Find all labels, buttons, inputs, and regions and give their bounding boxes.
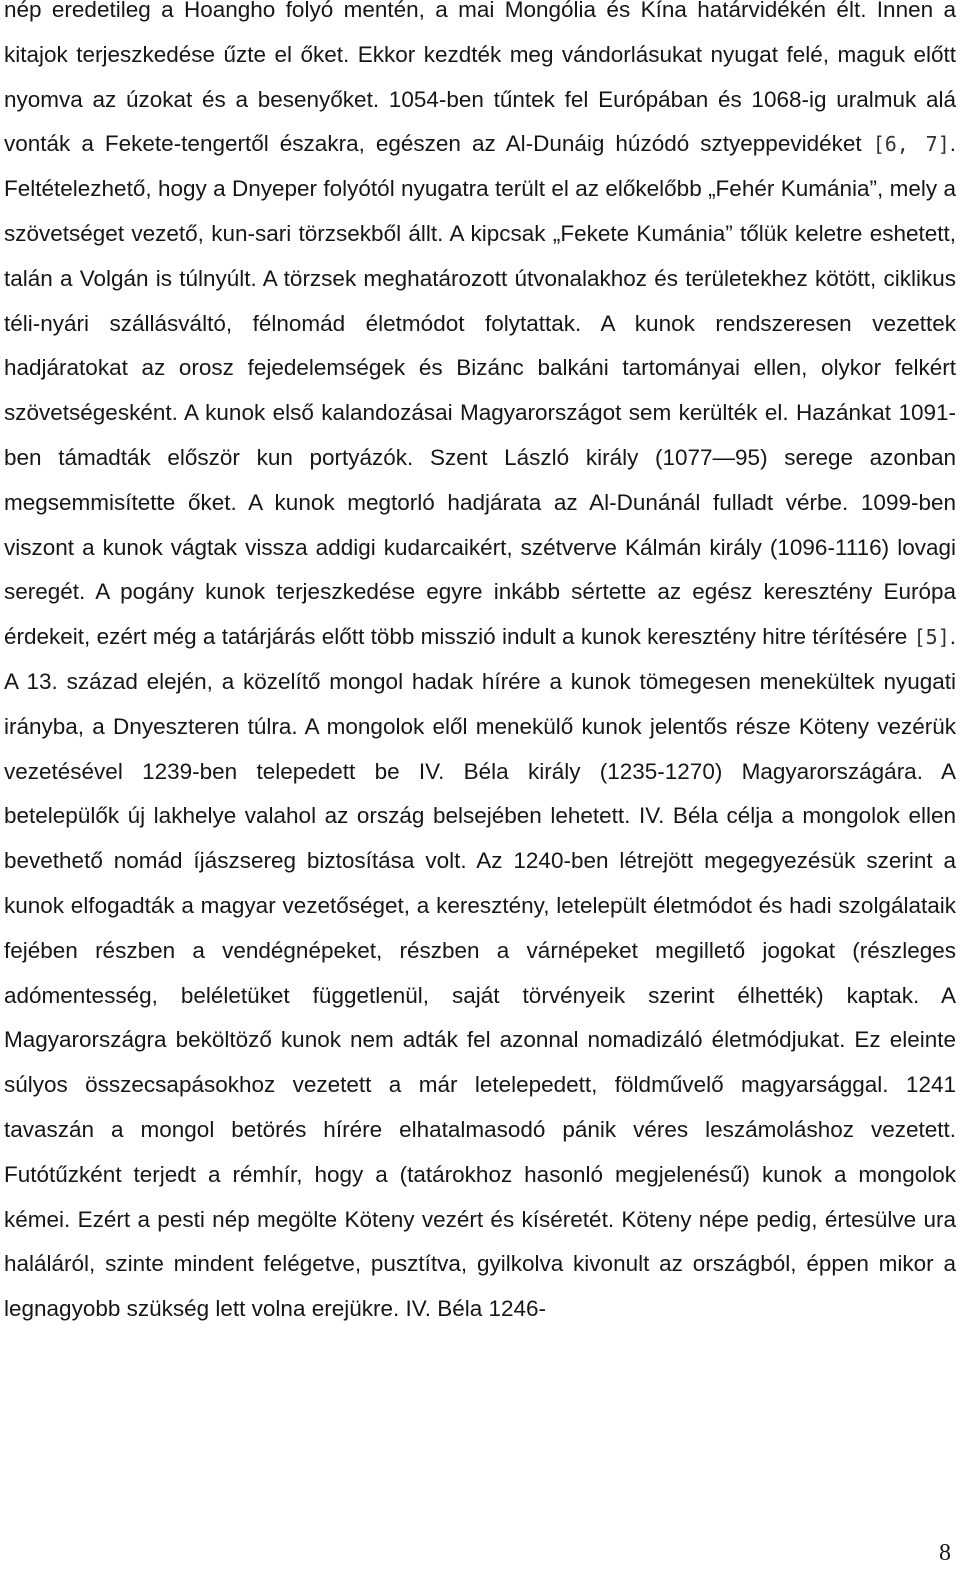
citation-reference-6-7: [6, 7] xyxy=(872,132,950,157)
body-paragraph xyxy=(4,0,956,1332)
paragraph-text-part-3: . A 13. század elején, a közelítő mongol hadak hírére a kunok tömegesen menekültek nyugati irányba, a Dnyeszteren túlra. A mongolok elől menekülő kunok jelentős része Köteny vezérük vezetésével 1239-ben telepedett be IV. Béla király (1235-1270) Magyarországára. A betelepülők új lakhelye valahol az ország belsejében lehetett. IV. Béla célja a mongolok ellen bevethető nomád íjászsereg biztosítása volt. Az 1240-ben létrejött megegyezésük szerint a kunok elfogadták a magyar vezetőséget, a keresztény, letelepült életmódot és hadi szolgálataik fejében részben a vendégnépeket, részben a várnépeket megillető jogokat (részleges adómentesség, beléletüket függetlenül, saját törvényeik szerint élhették) kaptak. A Magyarországra beköltöző kunok nem adták fel azonnal nomadizáló életmódjukat. Ez eleinte súlyos összecsapásokhoz vezetett a már letelepedett, földművelő magyarsággal. 1241 tavaszán a mongol betörés hírére elhatalmasodó pánik véres leszámoláshoz vezetett. Futótűzként terjedt a rémhír, hogy a (tatárokhoz hasonló megjelenésű) kunok a mongolok kémei. Ezért a pesti nép megölte Köteny vezért és kíséretét. Köteny népe pedig, értesülve ura haláláról, szinte mindent felégetve, pusztítva, gyilkolva kivonult az országból, éppen mikor a legnagyobb szükség lett volna erejükre. IV. Béla 1246- xyxy=(4,624,956,1322)
citation-reference-5: [5] xyxy=(913,625,950,650)
page-number: 8 xyxy=(939,1540,951,1566)
paragraph-text-part-1: nép eredetileg a Hoangho folyó mentén, a mai Mongólia és Kína határvidékén élt. Innen a kitajok terjeszkedése űzte el őket. Ekkor kezdték meg vándorlásukat nyugat felé, maguk előtt nyomva az úzokat és a besenyőket. 1054-ben tűntek fel Európában és 1068-ig uralmuk alá vonták a Fekete-tengertől északra, egészen az Al-Dunáig húzódó sztyeppevidéket xyxy=(4,0,956,157)
paragraph-text-part-2: . Feltételezhető, hogy a Dnyeper folyótól nyugatra terült el az előkelőbb „Fehér Kumánia”, mely a szövetséget vezető, kun-sari törzsekből állt. A kipcsak „Fekete Kumánia” tőlük keletre eshetett, talán a Volgán is túlnyúlt. A törzsek meghatározott útvonalakhoz és területekhez kötött, ciklikus téli-nyári szállásváltó, félnomád életmódot folytattak. A kunok rendszeresen vezettek hadjáratokat az orosz fejedelemségek és Bizánc balkáni tartományai ellen, olykor felkért szövetségesként. A kunok első kalandozásai Magyarországot sem kerülték el. Hazánkat 1091-ben támadták először kun portyázók. Szent László király (1077—95) serege azonban megsemmisítette őket. A kunok megtorló hadjárata az Al-Dunánál fulladt vérbe. 1099-ben viszont a kunok vágtak vissza addigi kudarcaikért, szétverve Kálmán király (1096-1116) lovagi seregét. A pogány kunok terjeszkedése egyre inkább sértette az egész keresztény Európa érdekeit, ezért még a tatárjárás előtt több misszió indult a kunok keresztény hitre térítésére xyxy=(4,131,956,650)
